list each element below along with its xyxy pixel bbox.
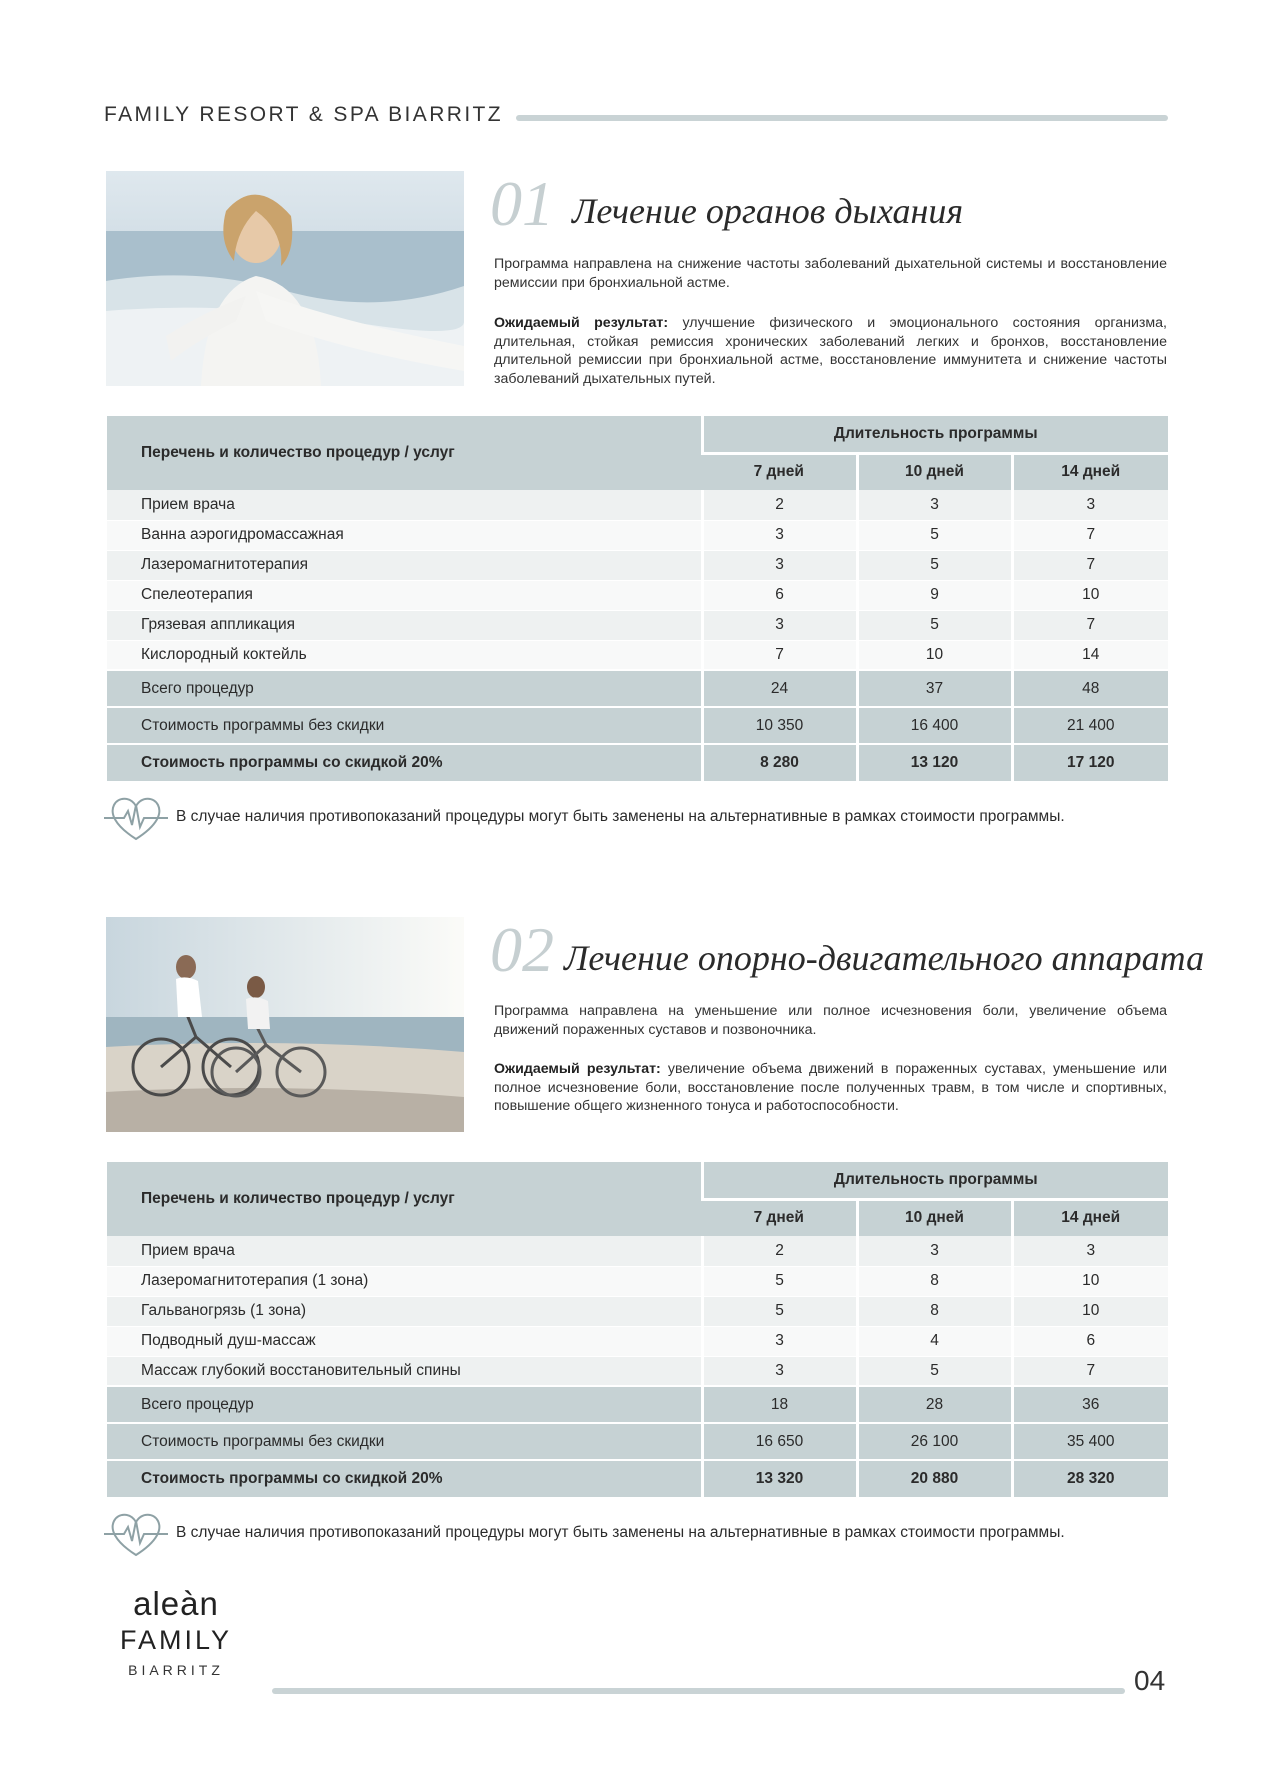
row-value: 3 [1012, 1236, 1168, 1266]
table-row [107, 1356, 1168, 1386]
row-value: 2 [702, 490, 857, 520]
discount-name: Стоимость программы со скидкой 20% [107, 744, 702, 781]
discount-value: 17 120 [1012, 744, 1168, 781]
column-header: 7 дней [702, 453, 857, 490]
row-value: 10 [1012, 1296, 1168, 1326]
section-2-intro: Программа направлена на уменьшение или полное исчезновения боли, увеличение объема движений пораженных суставов и позвоночника. [494, 1003, 1167, 1038]
total-value: 24 [702, 670, 857, 707]
total-row [107, 670, 1168, 707]
section-1-intro: Программа направлена на снижение частоты заболеваний дыхательной системы и восстановление ремиссии при бронхиальной астме. [494, 256, 1167, 291]
price-value: 21 400 [1012, 707, 1168, 744]
row-name: Ванна аэрогидромассажная [107, 520, 702, 550]
note-text: В случае наличия противопоказаний процедуры могут быть заменены на альтернативные в рамках стоимости программы. [176, 1524, 1065, 1541]
row-value: 5 [702, 1266, 857, 1296]
total-row [107, 1386, 1168, 1423]
price-value: 16 400 [857, 707, 1012, 744]
row-value: 7 [1012, 520, 1168, 550]
section-1-number: 01 [490, 168, 554, 239]
discount-name: Стоимость программы со скидкой 20% [107, 1460, 702, 1497]
section-2-number: 02 [490, 914, 554, 985]
row-value: 14 [1012, 640, 1168, 670]
section-2-result [494, 1060, 1167, 1116]
row-value: 3 [1012, 490, 1168, 520]
discount-value: 28 320 [1012, 1460, 1168, 1497]
row-value: 8 [857, 1296, 1012, 1326]
discount-value: 8 280 [702, 744, 857, 781]
section-2-result-label: Ожидаемый результат: [494, 1061, 661, 1077]
row-value: 2 [702, 1236, 857, 1266]
row-value: 6 [702, 580, 857, 610]
total-name: Всего процедур [107, 1386, 702, 1423]
row-value: 5 [857, 610, 1012, 640]
column-header: 10 дней [857, 453, 1012, 490]
footer-divider [272, 1688, 1125, 1694]
row-value: 7 [1012, 610, 1168, 640]
table-row [107, 550, 1168, 580]
section-1-result [494, 314, 1167, 388]
row-name: Лазеромагнитотерапия (1 зона) [107, 1266, 702, 1296]
row-name: Грязевая аппликация [107, 610, 702, 640]
discount-value: 13 320 [702, 1460, 857, 1497]
row-name: Прием врача [107, 490, 702, 520]
header-divider [516, 115, 1168, 121]
discount-row [107, 1460, 1168, 1497]
row-value: 5 [857, 1356, 1012, 1386]
row-value: 7 [702, 640, 857, 670]
total-value: 48 [1012, 670, 1168, 707]
row-value: 7 [1012, 550, 1168, 580]
row-value: 3 [702, 610, 857, 640]
logo-alean: aleàn [133, 1585, 219, 1622]
table-row [107, 580, 1168, 610]
row-name: Лазеромагнитотерапия [107, 550, 702, 580]
price-name: Стоимость программы без скидки [107, 707, 702, 744]
table-duration-header: Длительность программы [702, 1162, 1168, 1199]
table-row [107, 1296, 1168, 1326]
note-text: В случае наличия противопоказаний процедуры могут быть заменены на альтернативные в рамках стоимости программы. [176, 808, 1065, 825]
row-value: 5 [857, 550, 1012, 580]
row-name: Гальваногрязь (1 зона) [107, 1296, 702, 1326]
row-value: 3 [702, 1326, 857, 1356]
total-value: 36 [1012, 1386, 1168, 1423]
row-value: 3 [857, 1236, 1012, 1266]
row-value: 4 [857, 1326, 1012, 1356]
logo-family: FAMILY [119, 1625, 233, 1655]
row-value: 3 [702, 550, 857, 580]
heart-pulse-icon [104, 1507, 168, 1559]
table-name-header: Перечень и количество процедур / услуг [107, 1162, 702, 1236]
logo-biarritz: BIARRITZ [128, 1662, 224, 1678]
row-value: 3 [702, 1356, 857, 1386]
table-row [107, 1326, 1168, 1356]
section-2-note [104, 1507, 1065, 1559]
row-value: 6 [1012, 1326, 1168, 1356]
table-row [107, 1266, 1168, 1296]
row-value: 10 [1012, 580, 1168, 610]
cyclists-beach-photo [106, 917, 464, 1132]
row-name: Подводный душ-массаж [107, 1326, 702, 1356]
section-1-title: Лечение органов дыхания [572, 191, 964, 231]
header-title: FAMILY RESORT & SPA BIARRITZ [104, 103, 504, 126]
row-name: Кислородный коктейль [107, 640, 702, 670]
brand-logo [106, 1585, 246, 1678]
column-header: 14 дней [1012, 1199, 1168, 1236]
price-value: 35 400 [1012, 1423, 1168, 1460]
table-row [107, 520, 1168, 550]
price-row [107, 707, 1168, 744]
total-name: Всего процедур [107, 670, 702, 707]
total-value: 37 [857, 670, 1012, 707]
page-number: 04 [1134, 1665, 1166, 1696]
row-value: 8 [857, 1266, 1012, 1296]
column-header: 10 дней [857, 1199, 1012, 1236]
row-value: 3 [702, 520, 857, 550]
row-value: 5 [857, 520, 1012, 550]
price-value: 10 350 [702, 707, 857, 744]
section-1-result-label: Ожидаемый результат: [494, 315, 669, 331]
row-value: 10 [857, 640, 1012, 670]
row-value: 9 [857, 580, 1012, 610]
section-1-note [104, 791, 1065, 843]
price-name: Стоимость программы без скидки [107, 1423, 702, 1460]
section-2-title: Лечение опорно-двигательного аппарата [564, 938, 1205, 978]
row-name: Спелеотерапия [107, 580, 702, 610]
woman-at-sea-photo [106, 171, 464, 386]
discount-value: 20 880 [857, 1460, 1012, 1497]
price-row [107, 1423, 1168, 1460]
section-1-table [107, 416, 1168, 781]
table-row [107, 640, 1168, 670]
column-header: 14 дней [1012, 453, 1168, 490]
section-2-table [107, 1162, 1168, 1497]
section-2-result-text: увеличение объема движений в пораженных суставах, уменьшение или полное исчезновение боли, восстановление после полученных травм, в том числе и спортивных, повышение общего жизненного тонуса и работоспособности. [494, 1061, 1167, 1114]
total-value: 18 [702, 1386, 857, 1423]
discount-value: 13 120 [857, 744, 1012, 781]
row-value: 3 [857, 490, 1012, 520]
total-value: 28 [857, 1386, 1012, 1423]
section-1-result-text: улучшение физического и эмоционального состояния организма, длительная, стойкая ремиссия хронических заболеваний легких и бронхов, восстановление длительной ремиссии при бронхиальной астме, восстановление иммунитета и снижение частоты заболеваний дыхательных путей. [494, 315, 1167, 387]
row-value: 5 [702, 1296, 857, 1326]
discount-row [107, 744, 1168, 781]
table-row [107, 1236, 1168, 1266]
price-value: 16 650 [702, 1423, 857, 1460]
price-value: 26 100 [857, 1423, 1012, 1460]
column-header: 7 дней [702, 1199, 857, 1236]
row-value: 10 [1012, 1266, 1168, 1296]
table-duration-header: Длительность программы [702, 416, 1168, 453]
table-row [107, 490, 1168, 520]
row-name: Прием врача [107, 1236, 702, 1266]
table-row [107, 610, 1168, 640]
row-value: 7 [1012, 1356, 1168, 1386]
heart-pulse-icon [104, 791, 168, 843]
row-name: Массаж глубокий восстановительный спины [107, 1356, 702, 1386]
table-name-header: Перечень и количество процедур / услуг [107, 416, 702, 490]
